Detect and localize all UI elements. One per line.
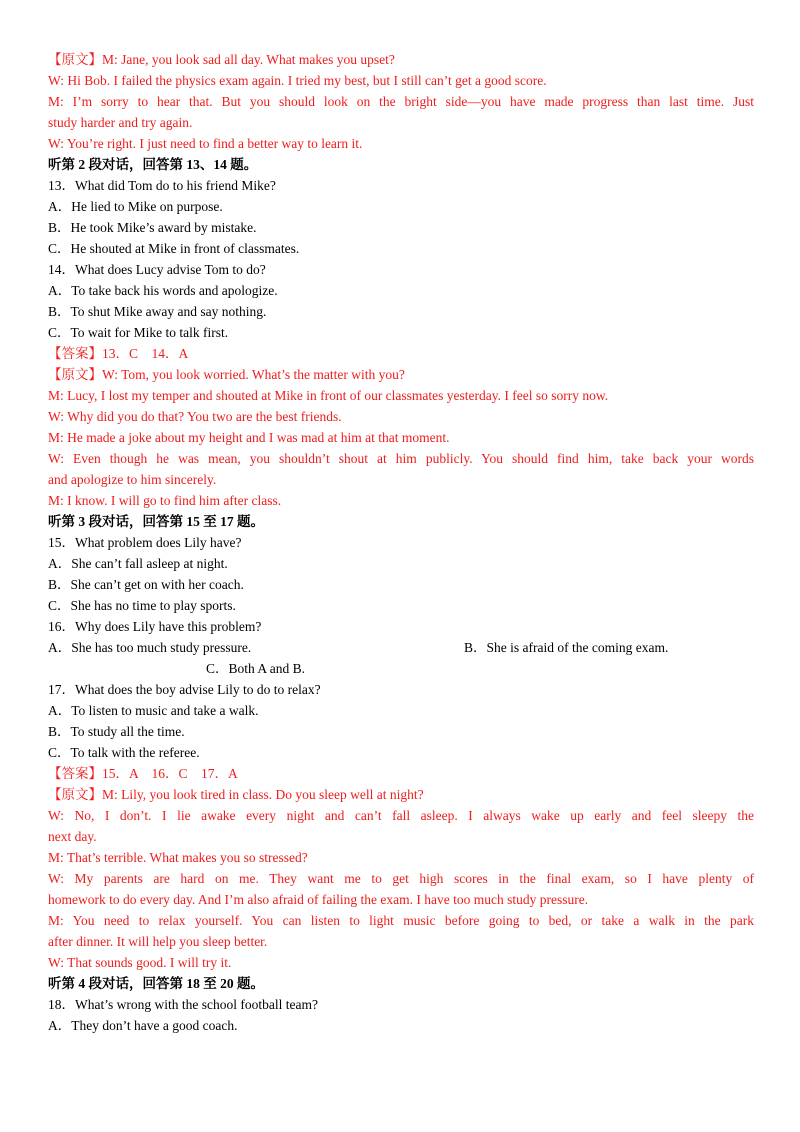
question-stem: 17．What does the boy advise Lily to do to relax? xyxy=(48,682,321,697)
answer-option: A．She has too much study pressure. xyxy=(48,640,252,655)
question-stem: 13．What did Tom do to his friend Mike? xyxy=(48,178,276,193)
transcript-line: next day. xyxy=(48,829,97,844)
transcript-line: W: That sounds good. I will try it. xyxy=(48,955,232,970)
original-text-tag: 【原文】 xyxy=(48,367,102,382)
section-heading: 听第 2 段对话，回答第 13、14 题。 xyxy=(48,157,258,172)
answer-tag: 【答案】 xyxy=(48,346,102,361)
answer-option: C．To wait for Mike to talk first. xyxy=(48,325,229,340)
transcript-line: M: I know. I will go to find him after class. xyxy=(48,493,282,508)
transcript-line: M: Lucy, I lost my temper and shouted at Mike in front of our classmates yesterday. I feel so sorry now. xyxy=(48,388,609,403)
original-text-tag: 【原文】 xyxy=(48,787,102,802)
answer-option: B．To shut Mike away and say nothing. xyxy=(48,304,267,319)
transcript-line: W: Why did you do that? You two are the best friends. xyxy=(48,409,342,424)
transcript-line: W: Hi Bob. I failed the physics exam again. I tried my best, but I still can’t get a good score. xyxy=(48,73,547,88)
section-heading: 听第 4 段对话，回答第 18 至 20 题。 xyxy=(48,976,264,991)
transcript-line: M: That’s terrible. What makes you so stressed? xyxy=(48,850,308,865)
answer-option: A．To take back his words and apologize. xyxy=(48,283,278,298)
answer-option: A．She can’t fall asleep at night. xyxy=(48,556,228,571)
transcript-line: 【原文】M: Jane, you look sad all day. What makes you upset? xyxy=(48,52,395,67)
transcript-line: study harder and try again. xyxy=(48,115,193,130)
transcript-line: 【原文】M: Lily, you look tired in class. Do you sleep well at night? xyxy=(48,787,424,802)
answer-option: B．She is afraid of the coming exam. xyxy=(464,640,669,655)
transcript-line: M: I’m sorry to hear that. But you should look on the bright side—you have made progress than last time. Just xyxy=(48,94,754,109)
section-heading: 听第 3 段对话，回答第 15 至 17 题。 xyxy=(48,514,264,529)
transcript-line: 【原文】W: Tom, you look worried. What’s the matter with you? xyxy=(48,367,405,382)
question-stem: 18．What’s wrong with the school football team? xyxy=(48,997,318,1012)
answer-option: B．She can’t get on with her coach. xyxy=(48,577,244,592)
answer-option: A．They don’t have a good coach. xyxy=(48,1018,238,1033)
answer-option: B．He took Mike’s award by mistake. xyxy=(48,220,257,235)
transcript-line: and apologize to him sincerely. xyxy=(48,472,217,487)
answer-option: C．She has no time to play sports. xyxy=(48,598,236,613)
answer-option: C．He shouted at Mike in front of classmates. xyxy=(48,241,300,256)
transcript-line: M: He made a joke about my height and I was mad at him at that moment. xyxy=(48,430,450,445)
answer-key: 【答案】15．A 16．C 17．A xyxy=(48,766,238,781)
answer-option: B．To study all the time. xyxy=(48,724,185,739)
original-text-tag: 【原文】 xyxy=(48,52,102,67)
transcript-line: W: No, I don’t. I lie awake every night and can’t fall asleep. I always wake up early and feel sleepy the xyxy=(48,808,754,823)
transcript-line: M: You need to relax yourself. You can listen to light music before going to bed, or take a walk in the park xyxy=(48,913,754,928)
transcript-line: after dinner. It will help you sleep better. xyxy=(48,934,268,949)
answer-option: A．He lied to Mike on purpose. xyxy=(48,199,223,214)
answer-tag: 【答案】 xyxy=(48,766,102,781)
transcript-line: W: My parents are hard on me. They want me to get high scores in the final exam, so I have plenty of xyxy=(48,871,754,886)
answer-option: C．Both A and B. xyxy=(206,661,306,676)
transcript-line: W: Even though he was mean, you shouldn’t shout at him publicly. You should find him, take back your words xyxy=(48,451,754,466)
question-stem: 14．What does Lucy advise Tom to do? xyxy=(48,262,266,277)
transcript-line: homework to do every day. And I’m also afraid of failing the exam. I have too much study pressure. xyxy=(48,892,589,907)
question-stem: 15．What problem does Lily have? xyxy=(48,535,242,550)
answer-option: C．To talk with the referee. xyxy=(48,745,200,760)
answer-key: 【答案】13．C 14．A xyxy=(48,346,189,361)
answer-option: A．To listen to music and take a walk. xyxy=(48,703,259,718)
transcript-line: W: You’re right. I just need to find a better way to learn it. xyxy=(48,136,363,151)
question-stem: 16．Why does Lily have this problem? xyxy=(48,619,262,634)
